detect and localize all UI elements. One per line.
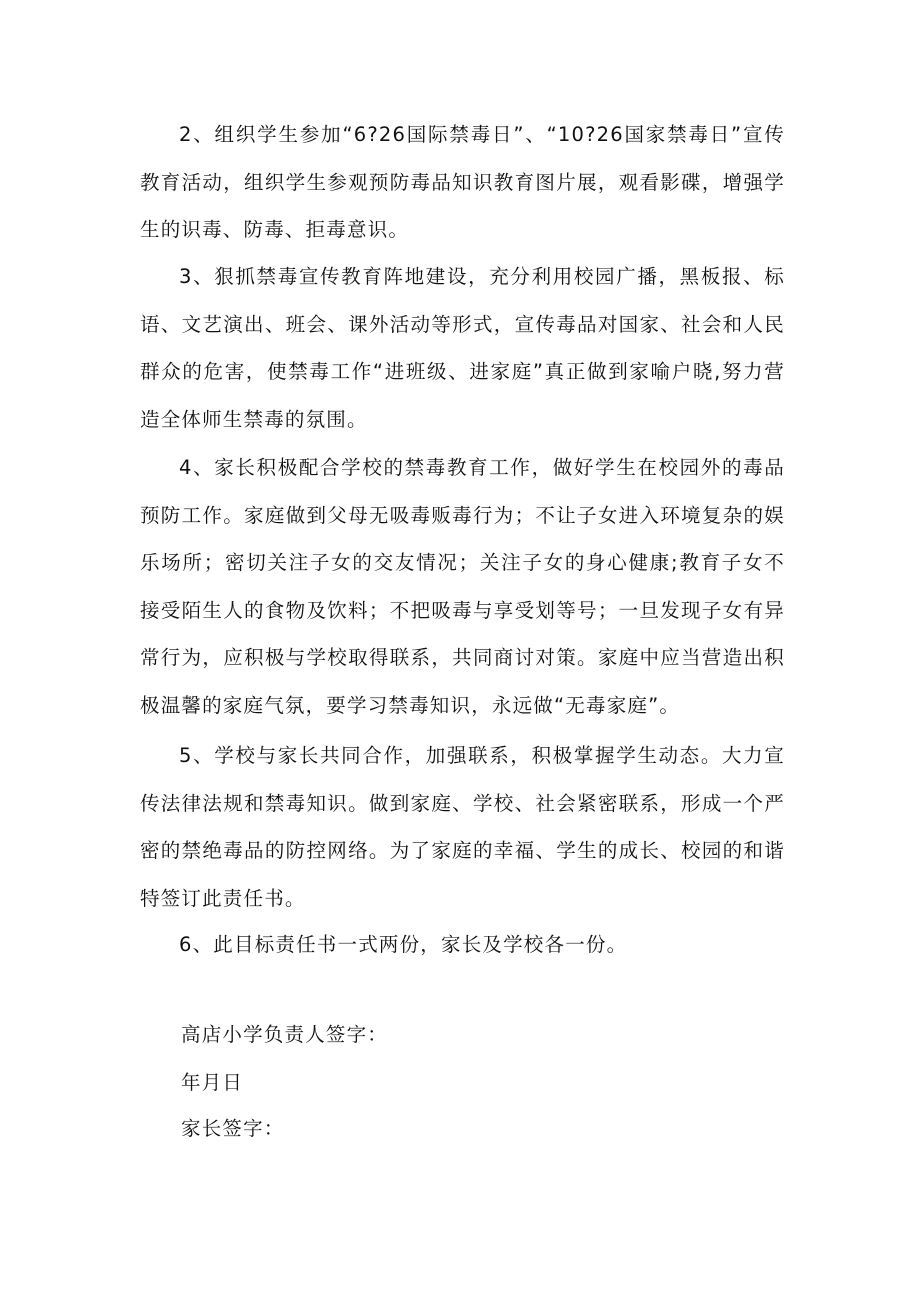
paragraph-4: 4、家长积极配合学校的禁毒教育工作，做好学生在校园外的毒品预防工作。家庭做到父母无吸毒贩毒行为；不让子女进入环境复杂的娱乐场所；密切关注子女的交友情况；关注子女的身心健康;教育子女不接受陌生人的食物及饮料；不把吸毒与享受划等号；一旦发现子女有异常行为，应积极与学校取得联系，共同商讨对策。家庭中应当营造出积极温馨的家庭气氛，要学习禁毒知识，永远做“无毒家庭”。 (140, 456, 785, 717)
paragraph-2: 2、组织学生参加“6?26国际禁毒日”、“10?26国家禁毒日”宣传教育活动，组织学生参观预防毒品知识教育图片展，观看影碟，增强学生的识毒、防毒、拒毒意识。 (140, 123, 785, 241)
date-label: 年月日 (181, 1071, 244, 1094)
parent-signature-label: 家长签字： (181, 1117, 285, 1140)
paragraph-3: 3、狠抓禁毒宣传教育阵地建设，充分利用校园广播，黑板报、标语、文艺演出、班会、课外活动等形式，宣传毒品对国家、社会和人民群众的危害，使禁毒工作“进班级、进家庭”真正做到家喻户晓,努力营造全体师生禁毒的氛围。 (140, 265, 785, 431)
school-signature-label: 高店小学负责人签字： (181, 1023, 389, 1046)
paragraph-5: 5、学校与家长共同合作，加强联系，积极掌握学生动态。大力宣传法律法规和禁毒知识。做到家庭、学校、社会紧密联系，形成一个严密的禁绝毒品的防控网络。为了家庭的幸福、学生的成长、校园的和谐特签订此责任书。 (140, 744, 785, 910)
paragraph-6: 6、此目标责任书一式两份，家长及学校各一份。 (179, 933, 628, 956)
